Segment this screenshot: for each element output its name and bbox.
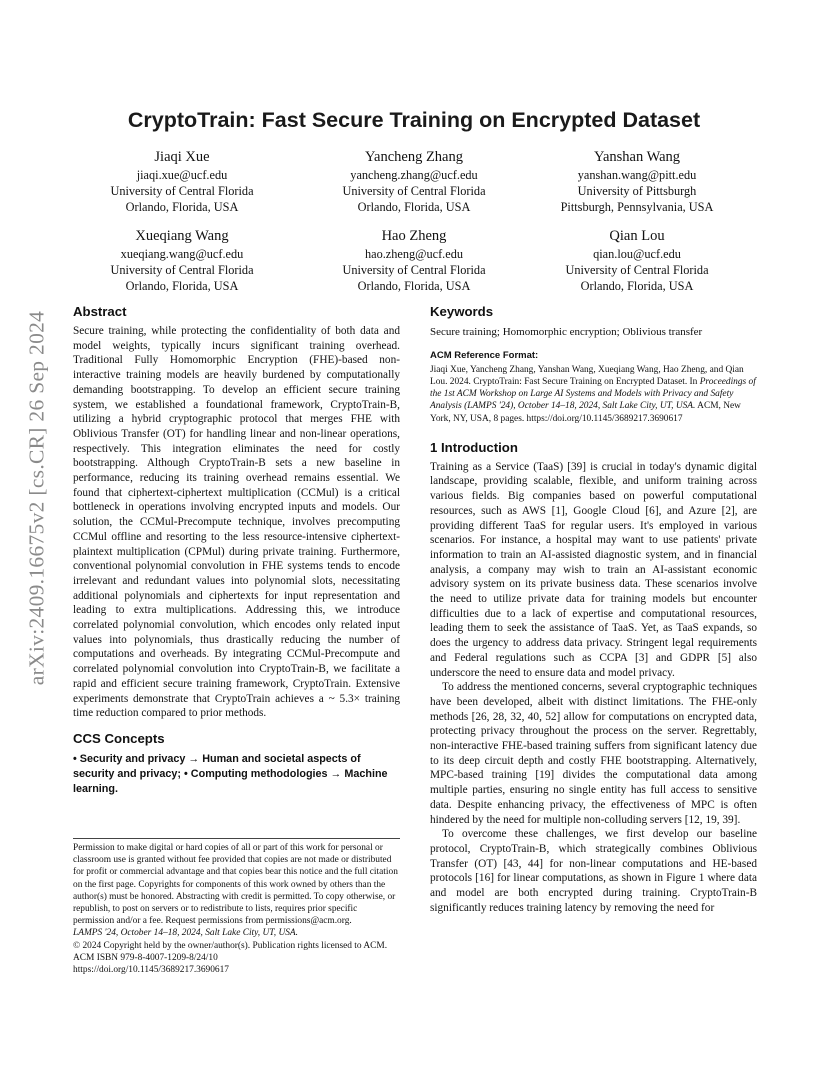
author-name: Jiaqi Xue: [154, 149, 210, 165]
author-4: [67, 226, 297, 294]
abstract-text: Secure training, while protecting the confidentiality of both data and model weights, typically incurs significant training overhead. Traditional Fully Homomorphic Encryption (FHE)-based non-interactive training models are heavily burdened by computationally demanding bootstrapping. To develop an efficient secure training system, we established a foundational framework, CryptoTrain-B, utilizing a hybrid cryptographic protocol that merges FHE with Oblivious Transfer (OT) for handling linear and non-linear operations, respectively. This integration eliminates the need for costly bootstrapping. Although CryptoTrain-B sets a new baseline in performance, reducing its training overhead remains essential. We found that ciphertext-ciphertext multiplication (CCMul) is a critical bottleneck in operations involving encrypted inputs and models. Our solution, the CCMul-Precompute technique, involves precomputing CCMul offline and resorting to the less resource-intensive ciphertext-plaintext multiplication (CPMul) during private training. Furthermore, conventional polynomial convolution in FHE systems tends to encode irrelevant and redundant values into polynomial slots, necessitating additional polynomials and ciphertexts for input representation and leading to extra multiplications. Addressing this, we introduce correlated polynomial convolution, which encodes only related input values into polynomials, thus drastically reducing the number of computations and overheads. By integrating CCMul-Precompute and correlated polynomial convolution into CryptoTrain-B, we facilitate a rapid and efficient secure training framework, CryptoTrain. Extensive experiments demonstrate that CryptoTrain achieves a ~ 5.3× training time reduction compared to prior methods.: [73, 325, 400, 720]
intro-paragraph-1: Training as a Service (TaaS) [39] is crucial in today's dynamic digital landscape, providing scalable, flexible, and uniform training across various fields. Big companies based on powerful computational resources, such as AWS [1], Google Cloud [6], and Azure [2], are providing different TaaS for regular users. It's employed in various scenarios. For instance, a hospital may want to use patients' private information to train an AI-assisted diagnostic system, and in financial analysis, a company may wish to train an AI-assistant economic advisory system on its private business data. These scenarios involve the need to utilize private data for training models but encounter difficulties due to a lack of expertise and computational resources, leading them to seek the assistance of TaaS. Yet, as TaaS expands, so does the urgency to address data privacy. Stringent legal requirements and Federal regulations such as CCPA [3] and GDPR [5] also underscore the need to ensure data and model privacy.: [430, 460, 757, 679]
author-name: Xueqiang Wang: [135, 228, 229, 244]
author-2: [299, 147, 529, 215]
reference-text: [430, 364, 757, 425]
ccs-heading: CCS Concepts: [73, 730, 165, 746]
author-3: [522, 147, 752, 215]
author-name: Yanshan Wang: [593, 149, 681, 165]
author-email[interactable]: xueqiang.wang@ucf.edu: [120, 247, 244, 261]
author-location: Orlando, Florida, USA: [357, 200, 471, 214]
author-email[interactable]: qian.lou@ucf.edu: [593, 247, 681, 261]
author-location: Orlando, Florida, USA: [357, 279, 471, 293]
paper-title: CryptoTrain: Fast Secure Training on Encrypted Dataset: [127, 108, 701, 132]
arxiv-sidebar-stamp: [24, 288, 50, 708]
footnote: [73, 842, 400, 976]
author-affiliation: University of Central Florida: [342, 184, 486, 198]
author-1: [67, 147, 297, 215]
author-location: Pittsburgh, Pennsylvania, USA: [560, 200, 714, 214]
intro-heading: 1 Introduction: [430, 439, 518, 455]
reference-authors: Jiaqi Xue, Yancheng Zhang, Yanshan Wang, Xueqiang Wang, Hao Zheng, and Qian Lou. 2024. CryptoTrain: Fast Secure Training on Encrypted Dataset. In: [430, 364, 744, 387]
author-location: Orlando, Florida, USA: [580, 279, 694, 293]
author-affiliation: University of Pittsburgh: [577, 184, 697, 198]
copyright-line: © 2024 Copyright held by the owner/author(s). Publication rights licensed to ACM.: [73, 940, 388, 951]
author-location: Orlando, Florida, USA: [125, 279, 239, 293]
author-affiliation: University of Central Florida: [110, 184, 254, 198]
isbn-line: ACM ISBN 979-8-4007-1209-8/24/10: [73, 952, 218, 963]
arxiv-id: arXiv:2409.16675v2 [cs.CR] 26 Sep 2024: [24, 310, 49, 686]
author-email[interactable]: jiaqi.xue@ucf.edu: [136, 168, 228, 182]
intro-paragraph-3: To overcome these challenges, we first develop our baseline protocol, CryptoTrain-B, which strategically combines Oblivious Transfer (OT) [43, 44] for non-linear computations and HE-based protocols [16] for linear computations, as shown in Figure 1 where data and model are both encrypted during training. CryptoTrain-B significantly reduces training latency by removing the need for: [430, 828, 757, 914]
reference-heading: ACM Reference Format:: [430, 349, 539, 361]
doi-link[interactable]: https://doi.org/10.1145/3689217.3690617: [73, 965, 229, 976]
author-6: [522, 226, 752, 294]
reference-tail: ACM, New York, NY, USA, 8 pages. https://doi.org/10.1145/3689217.3690617: [430, 401, 741, 424]
permission-notice: Permission to make digital or hard copies of all or part of this work for personal or classroom use is granted without fee provided that copies are not made or distributed for profit or commercial advantage and that copies bear this notice and the full citation on the first page. Copyrights for components of this work owned by others than the author(s) must be honored. Abstracting with credit is permitted. To copy otherwise, or republish, to post on servers or to redistribute to lists, requires prior specific permission and/or a fee. Request permissions from permissions@acm.org.: [73, 843, 398, 927]
author-affiliation: University of Central Florida: [342, 263, 486, 277]
author-name: Qian Lou: [609, 228, 665, 244]
author-email[interactable]: yancheng.zhang@ucf.edu: [350, 168, 478, 182]
author-affiliation: University of Central Florida: [110, 263, 254, 277]
author-email[interactable]: yanshan.wang@pitt.edu: [577, 168, 697, 182]
right-column: [430, 303, 757, 916]
footnote-rule: [73, 838, 400, 839]
author-name: Hao Zheng: [381, 228, 447, 244]
author-5: [299, 226, 529, 294]
abstract-heading: Abstract: [73, 304, 127, 319]
ccs-text: • Security and privacy → Human and societal aspects of security and privacy; • Computing methodologies → Machine learning.: [73, 752, 388, 795]
author-location: Orlando, Florida, USA: [125, 200, 239, 214]
reference-proceedings: Proceedings of the 1st ACM Workshop on Large AI Systems and Models with Privacy and Safety Analysis (LAMPS '24), October 14–18, 2024, Salt Lake City, UT, USA.: [430, 376, 756, 412]
author-email[interactable]: hao.zheng@ucf.edu: [364, 247, 464, 261]
left-column: [73, 303, 400, 797]
author-affiliation: University of Central Florida: [565, 263, 709, 277]
author-name: Yancheng Zhang: [365, 149, 463, 165]
keywords-heading: Keywords: [430, 304, 494, 319]
intro-paragraph-2: To address the mentioned concerns, several cryptographic techniques have been developed, albeit with distinct limitations. The FHE-only methods [26, 28, 32, 40, 52] allow for computations on encrypted data, protecting privacy throughout the process on the server. Regrettably, non-interactive FHE-based training suffers from significant latency due to its deep circuit depth and costly FHE bootstrapping. Alternatively, MPC-based training [19] divides the computational data among multiple parties, ensuring no single entity has full access to sensitive data. Despite enhancing privacy, the effectiveness of MPC is often hindered by the need for multiple non-colluding servers [12, 19, 39].: [430, 681, 757, 826]
venue-line: LAMPS '24, October 14–18, 2024, Salt Lake City, UT, USA.: [73, 928, 298, 939]
keywords-text: Secure training; Homomorphic encryption; Oblivious transfer: [430, 326, 703, 338]
